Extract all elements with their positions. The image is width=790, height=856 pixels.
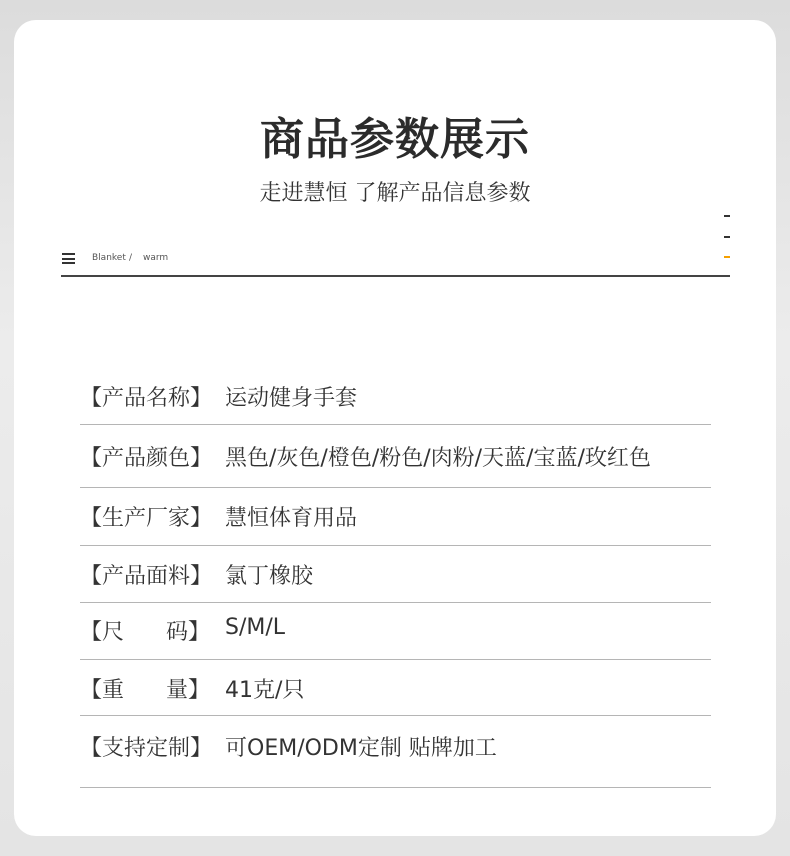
param-label: 【产品颜色】 (80, 446, 213, 471)
row-divider (80, 602, 711, 603)
row-divider (80, 545, 711, 546)
param-label: 【重 量】 (80, 678, 210, 703)
param-row-manufacturer (80, 501, 711, 541)
param-row-color (80, 441, 711, 481)
param-value: 氯丁橡胶 (225, 564, 314, 589)
param-row-customization (80, 731, 711, 771)
param-row-size (80, 615, 711, 655)
side-dash-mark (724, 236, 730, 238)
param-value: 可OEM/ODM定制 贴牌加工 (225, 736, 497, 761)
param-value: 运动健身手套 (225, 386, 358, 411)
param-value: 41克/只 (225, 678, 305, 703)
side-dash-mark (724, 215, 730, 217)
row-divider (80, 659, 711, 660)
param-value: 慧恒体育用品 (225, 506, 358, 531)
page-title: 商品参数展示 (260, 114, 530, 165)
param-value: S/M/L (225, 615, 286, 640)
row-divider (80, 715, 711, 716)
page-subtitle: 走进慧恒 了解产品信息参数 (259, 181, 531, 206)
breadcrumb-item-warm[interactable]: warm (143, 253, 169, 263)
row-divider (80, 487, 711, 488)
param-label: 【生产厂家】 (80, 506, 213, 531)
row-divider (80, 424, 711, 425)
breadcrumb-separator: / (129, 253, 133, 263)
param-label: 【产品面料】 (80, 564, 213, 589)
nav-underline (61, 275, 730, 277)
param-row-weight (80, 673, 711, 713)
param-row-name (80, 381, 711, 421)
menu-icon[interactable] (62, 253, 75, 264)
param-label: 【产品名称】 (80, 386, 213, 411)
param-label: 【支持定制】 (80, 736, 213, 761)
param-row-material (80, 559, 711, 599)
breadcrumb-item-blanket[interactable]: Blanket (92, 253, 126, 263)
param-label: 【尺 码】 (80, 620, 210, 645)
param-value: 黑色/灰色/橙色/粉色/肉粉/天蓝/宝蓝/玫红色 (225, 446, 651, 471)
breadcrumb (62, 250, 730, 268)
row-divider (80, 787, 711, 788)
